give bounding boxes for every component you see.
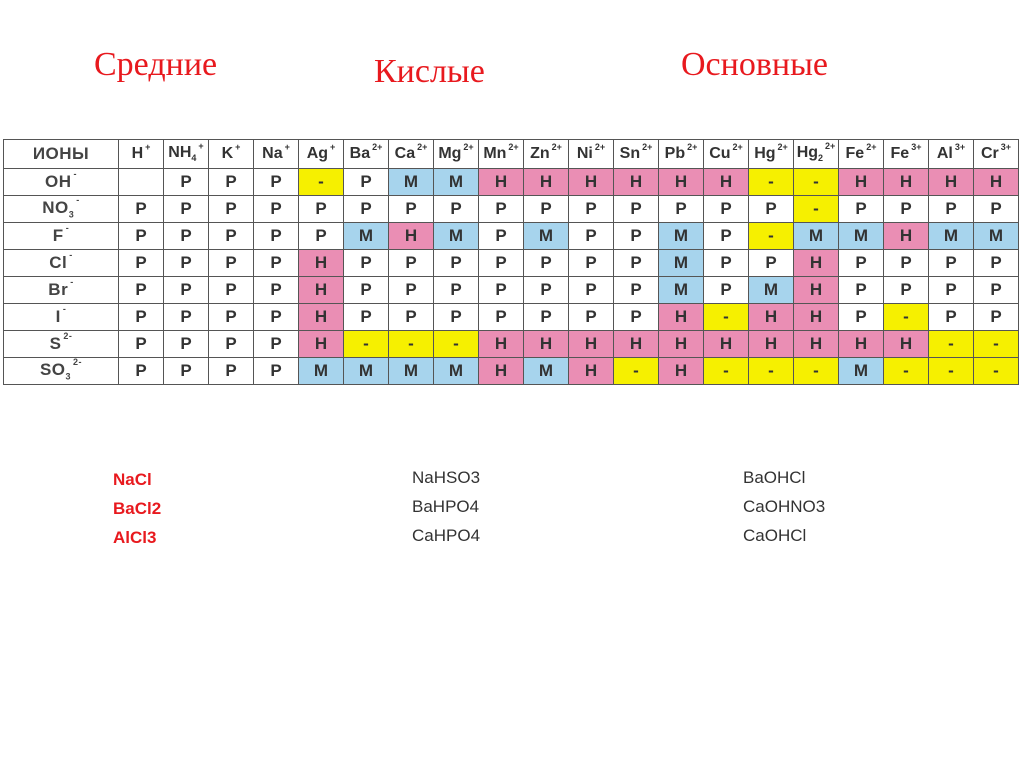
solubility-cell: P xyxy=(974,250,1019,277)
solubility-cell: P xyxy=(119,304,164,331)
solubility-cell: H xyxy=(299,304,344,331)
solubility-cell: M xyxy=(344,223,389,250)
solubility-cell: P xyxy=(749,196,794,223)
cation-symbol: K xyxy=(221,145,234,162)
solubility-cell: H xyxy=(614,169,659,196)
anion-charge: 2- xyxy=(63,331,73,341)
solubility-cell: P xyxy=(704,277,749,304)
cation-symbol: Zn xyxy=(530,145,550,162)
cation-symbol: Sn xyxy=(619,145,641,162)
solubility-cell: M xyxy=(659,250,704,277)
solubility-cell: P xyxy=(119,277,164,304)
anion-header xyxy=(4,331,119,358)
solubility-cell: H xyxy=(884,331,929,358)
solubility-cell: P xyxy=(254,169,299,196)
anion-symbol: NO xyxy=(42,198,69,218)
cation-symbol: Ni xyxy=(576,145,593,162)
table-row xyxy=(4,331,1019,358)
solubility-cell: H xyxy=(569,169,614,196)
solubility-cell: H xyxy=(974,169,1019,196)
cation-charge: 2+ xyxy=(594,142,606,152)
solubility-cell: P xyxy=(929,250,974,277)
anion-subscript: 3 xyxy=(68,209,75,220)
solubility-cell: P xyxy=(479,277,524,304)
solubility-cell: H xyxy=(749,331,794,358)
solubility-cell: P xyxy=(614,250,659,277)
solubility-cell: P xyxy=(209,250,254,277)
solubility-cell: P xyxy=(434,250,479,277)
solubility-cell: P xyxy=(884,196,929,223)
solubility-cell: - xyxy=(884,304,929,331)
solubility-cell: P xyxy=(254,304,299,331)
solubility-cell: H xyxy=(659,331,704,358)
solubility-cell: P xyxy=(344,169,389,196)
solubility-cell: P xyxy=(164,196,209,223)
cation-charge: + xyxy=(330,142,336,152)
cation-symbol: Fe xyxy=(845,145,865,162)
cation-charge: 2+ xyxy=(417,142,428,152)
table-row xyxy=(4,223,1019,250)
solubility-cell: P xyxy=(569,196,614,223)
solubility-cell: H xyxy=(839,331,884,358)
solubility-cell: H xyxy=(479,358,524,385)
anion-charge: - xyxy=(62,304,67,314)
solubility-cell: P xyxy=(704,250,749,277)
solubility-cell: P xyxy=(254,331,299,358)
solubility-cell: H xyxy=(704,169,749,196)
solubility-cell: H xyxy=(299,250,344,277)
solubility-cell: P xyxy=(929,196,974,223)
anion-symbol: Br xyxy=(48,280,69,299)
solubility-cell: P xyxy=(839,304,884,331)
solubility-cell: P xyxy=(344,277,389,304)
cation-header xyxy=(479,140,524,169)
solubility-cell: H xyxy=(614,331,659,358)
solubility-cell: H xyxy=(479,331,524,358)
solubility-cell: - xyxy=(749,358,794,385)
solubility-cell: M xyxy=(389,358,434,385)
cation-charge: 3+ xyxy=(911,142,922,152)
solubility-cell: P xyxy=(659,196,704,223)
solubility-cell: P xyxy=(164,331,209,358)
cation-header xyxy=(434,140,479,169)
cation-header xyxy=(794,140,839,169)
cation-header xyxy=(164,140,209,169)
anion-header xyxy=(4,223,119,250)
medium-salt-example: AlCl3 xyxy=(113,528,157,547)
solubility-cell xyxy=(119,169,164,196)
cation-symbol: Mg xyxy=(438,145,462,162)
anion-charge: - xyxy=(73,169,77,179)
solubility-cell: M xyxy=(794,223,839,250)
solubility-cell: P xyxy=(479,196,524,223)
cation-subscript: 2 xyxy=(818,153,824,164)
solubility-cell: - xyxy=(974,358,1019,385)
cation-charge: 2+ xyxy=(825,141,836,152)
solubility-cell: P xyxy=(299,223,344,250)
solubility-cell: P xyxy=(524,250,569,277)
solubility-cell: P xyxy=(569,223,614,250)
solubility-cell: H xyxy=(659,358,704,385)
anion-symbol: I xyxy=(55,307,61,326)
solubility-cell: - xyxy=(929,331,974,358)
anion-charge: - xyxy=(65,223,70,233)
solubility-cell: M xyxy=(389,169,434,196)
solubility-cell: P xyxy=(119,331,164,358)
solubility-cell: P xyxy=(839,277,884,304)
table-row xyxy=(4,358,1019,385)
solubility-cell: H xyxy=(389,223,434,250)
solubility-cell: P xyxy=(524,277,569,304)
solubility-cell: P xyxy=(974,196,1019,223)
solubility-cell: H xyxy=(299,331,344,358)
solubility-cell: P xyxy=(254,277,299,304)
solubility-cell: P xyxy=(569,250,614,277)
solubility-cell: P xyxy=(209,304,254,331)
solubility-cell: P xyxy=(209,358,254,385)
cation-charge: + xyxy=(198,141,204,152)
cation-charge: 2+ xyxy=(866,142,877,152)
solubility-cell: P xyxy=(434,196,479,223)
cation-symbol: Cu xyxy=(709,145,731,162)
solubility-cell: P xyxy=(254,223,299,250)
anion-header xyxy=(4,196,119,223)
solubility-cell: H xyxy=(479,169,524,196)
cation-header xyxy=(929,140,974,169)
cation-symbol: Ag xyxy=(306,145,329,162)
solubility-cell: P xyxy=(524,304,569,331)
solubility-cell: H xyxy=(659,304,704,331)
solubility-cell: P xyxy=(119,223,164,250)
solubility-cell: - xyxy=(704,304,749,331)
solubility-cell: P xyxy=(479,304,524,331)
acidic-salts-list xyxy=(412,463,480,550)
cation-charge: 3+ xyxy=(954,142,966,152)
solubility-cell: H xyxy=(569,358,614,385)
solubility-cell: H xyxy=(704,331,749,358)
solubility-cell: H xyxy=(794,277,839,304)
solubility-cell: P xyxy=(839,196,884,223)
cation-symbol: Pb xyxy=(664,145,686,162)
solubility-cell: P xyxy=(164,277,209,304)
medium-salt-example: BaCl2 xyxy=(113,499,162,518)
solubility-cell: H xyxy=(794,304,839,331)
anion-charge: - xyxy=(69,250,73,260)
cation-charge: 2+ xyxy=(687,142,698,152)
solubility-cell: P xyxy=(929,304,974,331)
solubility-cell: M xyxy=(344,358,389,385)
medium-salts-list xyxy=(113,465,161,552)
solubility-cell: P xyxy=(614,304,659,331)
cation-charge: + xyxy=(284,142,290,152)
anion-charge: - xyxy=(76,195,80,206)
solubility-cell: P xyxy=(344,196,389,223)
solubility-cell: M xyxy=(434,358,479,385)
cation-charge: + xyxy=(145,142,151,152)
anion-header xyxy=(4,277,119,304)
cation-charge: + xyxy=(235,142,241,152)
solubility-cell: P xyxy=(119,358,164,385)
solubility-cell: M xyxy=(434,223,479,250)
anion-subscript: 3 xyxy=(65,371,72,382)
solubility-cell: H xyxy=(839,169,884,196)
cation-charge: 2+ xyxy=(642,142,653,152)
acidic-salt-example: BaHPO4 xyxy=(412,497,480,516)
solubility-cell: M xyxy=(524,223,569,250)
medium-salt-example: NaCl xyxy=(113,470,152,489)
cation-symbol: Fe xyxy=(890,145,910,162)
cation-header xyxy=(389,140,434,169)
solubility-cell: H xyxy=(929,169,974,196)
basic-salts-list xyxy=(743,463,825,550)
solubility-cell: - xyxy=(614,358,659,385)
cation-header xyxy=(344,140,389,169)
solubility-cell: P xyxy=(119,196,164,223)
solubility-cell: P xyxy=(884,250,929,277)
table-corner-label: ИОНЫ xyxy=(4,140,119,169)
cation-header xyxy=(749,140,794,169)
cation-header xyxy=(524,140,569,169)
cation-header xyxy=(569,140,614,169)
solubility-cell: P xyxy=(164,250,209,277)
solubility-cell: P xyxy=(209,169,254,196)
anion-symbol: Cl xyxy=(49,253,68,272)
solubility-cell: P xyxy=(164,358,209,385)
anion-symbol: SO xyxy=(39,360,66,380)
solubility-cell: P xyxy=(209,331,254,358)
cation-header xyxy=(884,140,929,169)
cation-symbol: Ca xyxy=(394,145,416,162)
solubility-cell: P xyxy=(569,304,614,331)
basic-salt-example: CaOHCl xyxy=(743,526,807,545)
cation-symbol: Na xyxy=(262,145,283,162)
cation-header xyxy=(209,140,254,169)
cation-charge: 2+ xyxy=(777,142,788,152)
solubility-cell: M xyxy=(839,358,884,385)
cation-charge: 2+ xyxy=(732,142,743,152)
solubility-cell: P xyxy=(434,277,479,304)
cation-symbol: Hg xyxy=(754,145,776,162)
solubility-cell: P xyxy=(254,250,299,277)
solubility-cell: P xyxy=(479,223,524,250)
heading-medium-salts: Средние xyxy=(94,46,218,83)
acidic-salt-example: CaHPO4 xyxy=(412,526,481,545)
solubility-cell: H xyxy=(569,331,614,358)
solubility-cell: - xyxy=(794,169,839,196)
solubility-cell: P xyxy=(434,304,479,331)
cation-symbol: Hg xyxy=(796,144,819,162)
solubility-cell: P xyxy=(209,277,254,304)
solubility-cell: M xyxy=(434,169,479,196)
solubility-cell: P xyxy=(614,223,659,250)
solubility-cell: M xyxy=(659,277,704,304)
table-row xyxy=(4,196,1019,223)
solubility-cell: P xyxy=(929,277,974,304)
solubility-cell: P xyxy=(704,223,749,250)
solubility-cell: P xyxy=(164,304,209,331)
solubility-cell: P xyxy=(209,196,254,223)
cation-symbol: Ba xyxy=(349,145,371,162)
anion-charge: - xyxy=(70,277,74,287)
cation-subscript: 4 xyxy=(191,153,197,164)
solubility-cell: P xyxy=(479,250,524,277)
cation-charge: 2+ xyxy=(551,142,562,152)
anion-header xyxy=(4,358,119,385)
solubility-cell: H xyxy=(884,223,929,250)
solubility-cell: M xyxy=(749,277,794,304)
solubility-cell: P xyxy=(119,250,164,277)
solubility-cell: M xyxy=(929,223,974,250)
solubility-cell: H xyxy=(659,169,704,196)
cation-symbol: Al xyxy=(936,145,953,162)
cation-header xyxy=(974,140,1019,169)
anion-symbol: OH xyxy=(45,172,72,191)
solubility-cell: P xyxy=(974,277,1019,304)
solubility-cell: P xyxy=(299,196,344,223)
solubility-cell: P xyxy=(254,358,299,385)
solubility-cell: M xyxy=(974,223,1019,250)
solubility-cell: P xyxy=(254,196,299,223)
solubility-cell: P xyxy=(704,196,749,223)
solubility-cell: M xyxy=(659,223,704,250)
solubility-cell: P xyxy=(164,223,209,250)
solubility-cell: - xyxy=(794,196,839,223)
cation-charge: 3+ xyxy=(1000,142,1012,152)
solubility-cell: H xyxy=(524,331,569,358)
solubility-cell: H xyxy=(794,250,839,277)
solubility-cell: - xyxy=(704,358,749,385)
solubility-cell: P xyxy=(389,304,434,331)
cation-charge: 2+ xyxy=(508,142,519,152)
solubility-cell: P xyxy=(344,304,389,331)
solubility-cell: - xyxy=(749,169,794,196)
solubility-cell: P xyxy=(884,277,929,304)
anion-symbol: F xyxy=(52,226,64,245)
heading-acidic-salts: Кислые xyxy=(374,53,485,90)
anion-symbol: S xyxy=(49,334,62,353)
solubility-cell: - xyxy=(344,331,389,358)
solubility-table xyxy=(3,139,1019,385)
acidic-salt-example: NaHSO3 xyxy=(412,468,481,487)
cation-header xyxy=(704,140,749,169)
basic-salt-example: CaOHNO3 xyxy=(743,497,826,516)
anion-header xyxy=(4,169,119,196)
solubility-cell: - xyxy=(389,331,434,358)
solubility-cell: M xyxy=(839,223,884,250)
cation-header xyxy=(119,140,164,169)
solubility-cell: P xyxy=(389,250,434,277)
solubility-cell: - xyxy=(749,223,794,250)
solubility-cell: H xyxy=(524,169,569,196)
cation-symbol: Cr xyxy=(980,145,999,162)
solubility-cell: P xyxy=(209,223,254,250)
solubility-cell: P xyxy=(389,196,434,223)
cation-header xyxy=(299,140,344,169)
cation-symbol: NH xyxy=(168,144,192,162)
solubility-cell: - xyxy=(299,169,344,196)
solubility-cell: - xyxy=(434,331,479,358)
cation-header xyxy=(614,140,659,169)
cation-charge: 2+ xyxy=(463,142,474,152)
cation-charge: 2+ xyxy=(372,142,383,152)
solubility-cell: - xyxy=(884,358,929,385)
table-row xyxy=(4,304,1019,331)
solubility-cell: H xyxy=(794,331,839,358)
solubility-cell: - xyxy=(794,358,839,385)
solubility-cell: M xyxy=(299,358,344,385)
solubility-cell: P xyxy=(749,250,794,277)
solubility-cell: - xyxy=(974,331,1019,358)
cation-header xyxy=(659,140,704,169)
solubility-cell: P xyxy=(974,304,1019,331)
solubility-cell: P xyxy=(614,196,659,223)
basic-salt-example: BaOHCl xyxy=(743,468,806,487)
cation-symbol: H xyxy=(131,145,144,162)
solubility-cell: - xyxy=(929,358,974,385)
table-row xyxy=(4,277,1019,304)
cation-header xyxy=(254,140,299,169)
cation-symbol: Mn xyxy=(483,145,507,162)
table-row xyxy=(4,169,1019,196)
solubility-cell: M xyxy=(524,358,569,385)
anion-header xyxy=(4,250,119,277)
anion-charge: 2- xyxy=(73,357,83,368)
heading-basic-salts: Основные xyxy=(681,46,829,83)
solubility-cell: P xyxy=(569,277,614,304)
solubility-cell: H xyxy=(299,277,344,304)
solubility-cell: P xyxy=(164,169,209,196)
cation-header xyxy=(839,140,884,169)
solubility-cell: P xyxy=(524,196,569,223)
solubility-cell: P xyxy=(389,277,434,304)
table-header-row xyxy=(4,140,1019,169)
anion-header xyxy=(4,304,119,331)
table-row xyxy=(4,250,1019,277)
solubility-cell: H xyxy=(884,169,929,196)
solubility-cell: P xyxy=(614,277,659,304)
solubility-cell: P xyxy=(344,250,389,277)
solubility-cell: P xyxy=(839,250,884,277)
solubility-cell: H xyxy=(749,304,794,331)
